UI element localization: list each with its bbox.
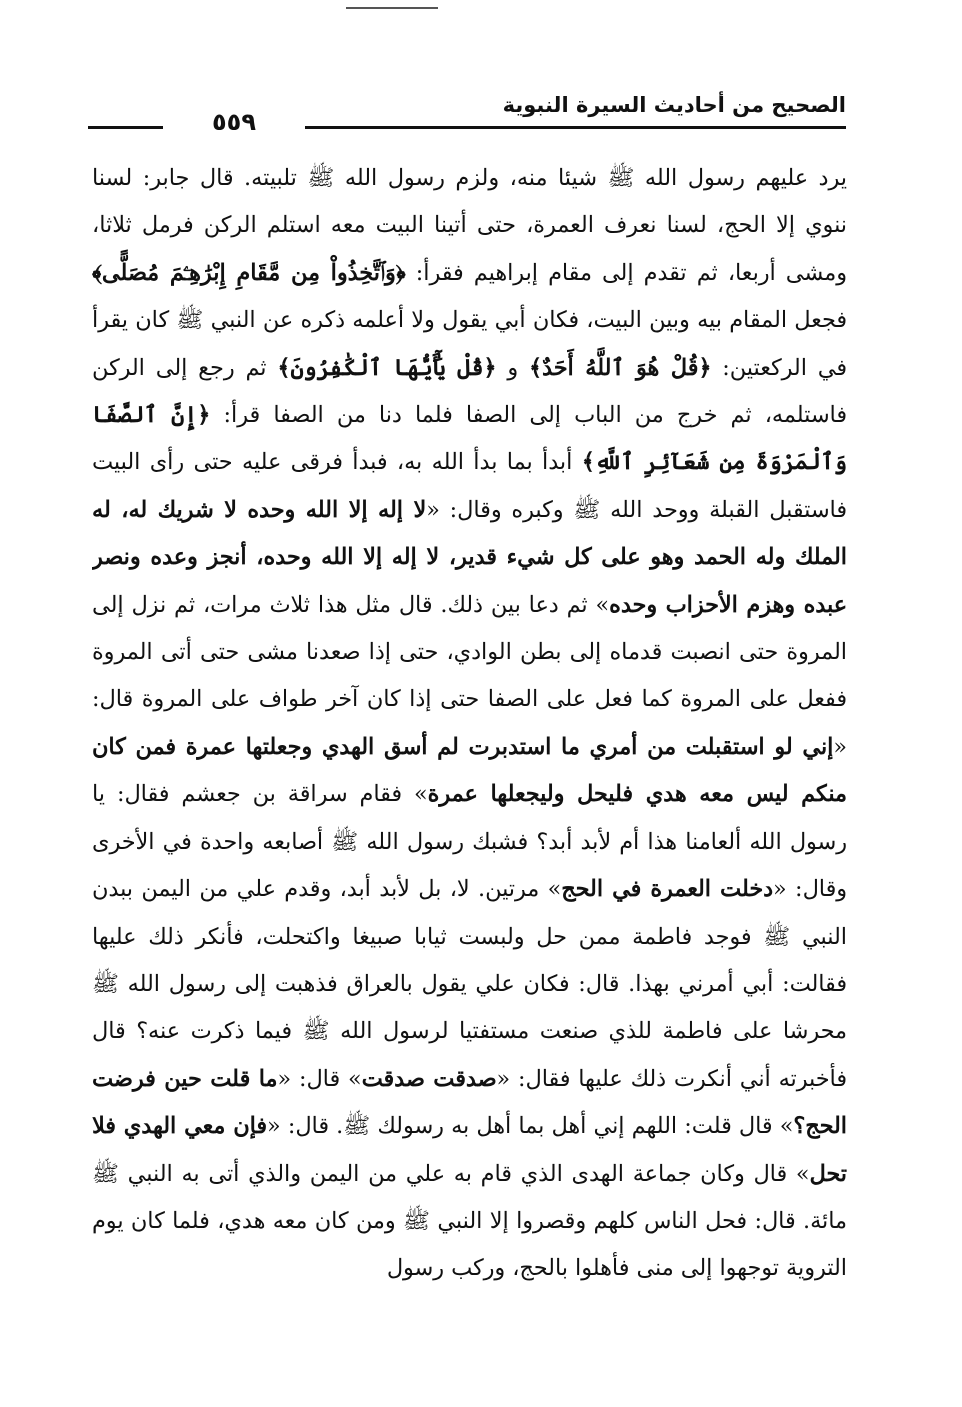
- body-segment: و: [496, 354, 529, 381]
- hadith-quote: دخلت العمرة في الحج: [561, 876, 774, 903]
- running-title: الصحيح من أحاديث السيرة النبوية: [489, 88, 846, 122]
- body-segment: » مرتين. لا، بل لأبد أبد، وقدم علي من اليمن ببدن النبي ﷺ فوجد فاطمة ممن حل ولبست ثيابا صبيغا واكتحلت، فأنكر ذلك عليها فقالت: أبي أمرني بهذا. قال: فكان علي يقول بالعراق فذهبت إلى رسول الله ﷺ محرشا على فاطمة للذي صنعت مستفتيا لرسول الله ﷺ فيما ذكرت عنه؟ قال فأخبرته أني أنكرت ذلك عليها فقال: «: [92, 876, 847, 1092]
- body-segment: ثم رجع إلى الركن فاستلمه، ثم خرج من الباب إلى الصفا فلما دنا من الصفا قرأ:: [92, 354, 847, 429]
- top-rule: [346, 7, 438, 9]
- hadith-quote: إني لو استقبلت من أمري ما استدبرت لم أسق الهدي وجعلتها عمرة فمن كان منكم ليس معه هدي فليحل وليجعلها عمرة: [92, 733, 847, 808]
- body-segment: » فقام سراقة بن جعشم فقال: يا رسول الله ألعامنا هذا أم لأبد أبد؟ فشبك رسول الله ﷺ أصابعه واحدة في الأخرى وقال: «: [92, 781, 847, 903]
- body-segment: » ثم دعا بين ذلك. قال مثل هذا ثلاث مرات، ثم نزل إلى المروة حتى انصبت قدماه إلى بطن الوادي، حتى إذا صعدنا مشى حتى أتى المروة ففعل على المروة كما فعل على الصفا حتى إذا كان آخر طواف على المروة قال: «: [92, 591, 847, 760]
- body-segment: » قال وكان جماعة الهدى الذي قام به علي من اليمن والذي أتى به النبي ﷺ مائة. قال: فحل الناس كلهم وقصروا إلا النبي ﷺ ومن كان معه هدي، فلما كان يوم التروية توجهوا إلى منى فأهلوا بالحج، وركب رسول: [92, 1160, 847, 1282]
- quran-verse: ﴿وَٱتَّخِذُواْ مِن مَّقَامِ إِبْرَٰهِـۧمَ مُصَلًّى﴾: [92, 259, 406, 286]
- body-text: [92, 155, 847, 1305]
- body-segment: » قال قلت: اللهم إني أهل بما أهل به رسولك ﷺ. قال: «: [267, 1113, 794, 1140]
- hadith-quote: ما قلت حين فرضت الحج؟: [92, 1065, 847, 1140]
- body-segment: أبدأ بما بدأ الله به، فبدأ فرقى عليه حتى رأى البيت فاستقبل القبلة ووحد الله ﷺ وكبره وقال: «: [92, 449, 847, 523]
- body-segment: » قال: «: [277, 1065, 362, 1092]
- body-segment: يرد عليهم رسول الله ﷺ شيئا منه، ولزم رسول الله ﷺ تلبيته. قال جابر: لسنا ننوي إلا الحج، لسنا نعرف العمرة، حتى أتينا البيت معه استلم الركن فرمل ثلاثا، ومشى أربعا، ثم تقدم إلى مقام إبراهيم فقرأ:: [92, 165, 847, 286]
- body-segment: فجعل المقام بيه وبين البيت، فكان أبي يقول ولا أعلمه ذكره عن النبي ﷺ كان يقرأ في الركعتين:: [92, 307, 847, 381]
- hadith-quote: فإن معي الهدي فلا تحل: [92, 1113, 847, 1187]
- quran-verse: ﴿قُلْ يَٰٓأَيُّهَا ٱلْكَٰفِرُونَ﴾: [277, 354, 497, 381]
- page-header: [88, 88, 846, 136]
- quran-verse: ﴿إِنَّ ٱلصَّفَا وَٱلْمَرْوَةَ مِن شَعَآئِرِ ٱللَّهِ﴾: [92, 402, 847, 476]
- hadith-quote: صدقت صدقت: [361, 1065, 497, 1092]
- page-number: ٥٥٩: [170, 108, 298, 136]
- hadith-quote: لا إله إلا الله وحده لا شريك له، له الملك وله الحمد وهو على كل شيء قدير، لا إله إلا الله وحده، أنجز وعده ونصر عبده وهزم الأحزاب وحده: [92, 496, 847, 618]
- quran-verse: ﴿قُلْ هُوَ ٱللَّهُ أَحَدٌ﴾: [528, 354, 712, 381]
